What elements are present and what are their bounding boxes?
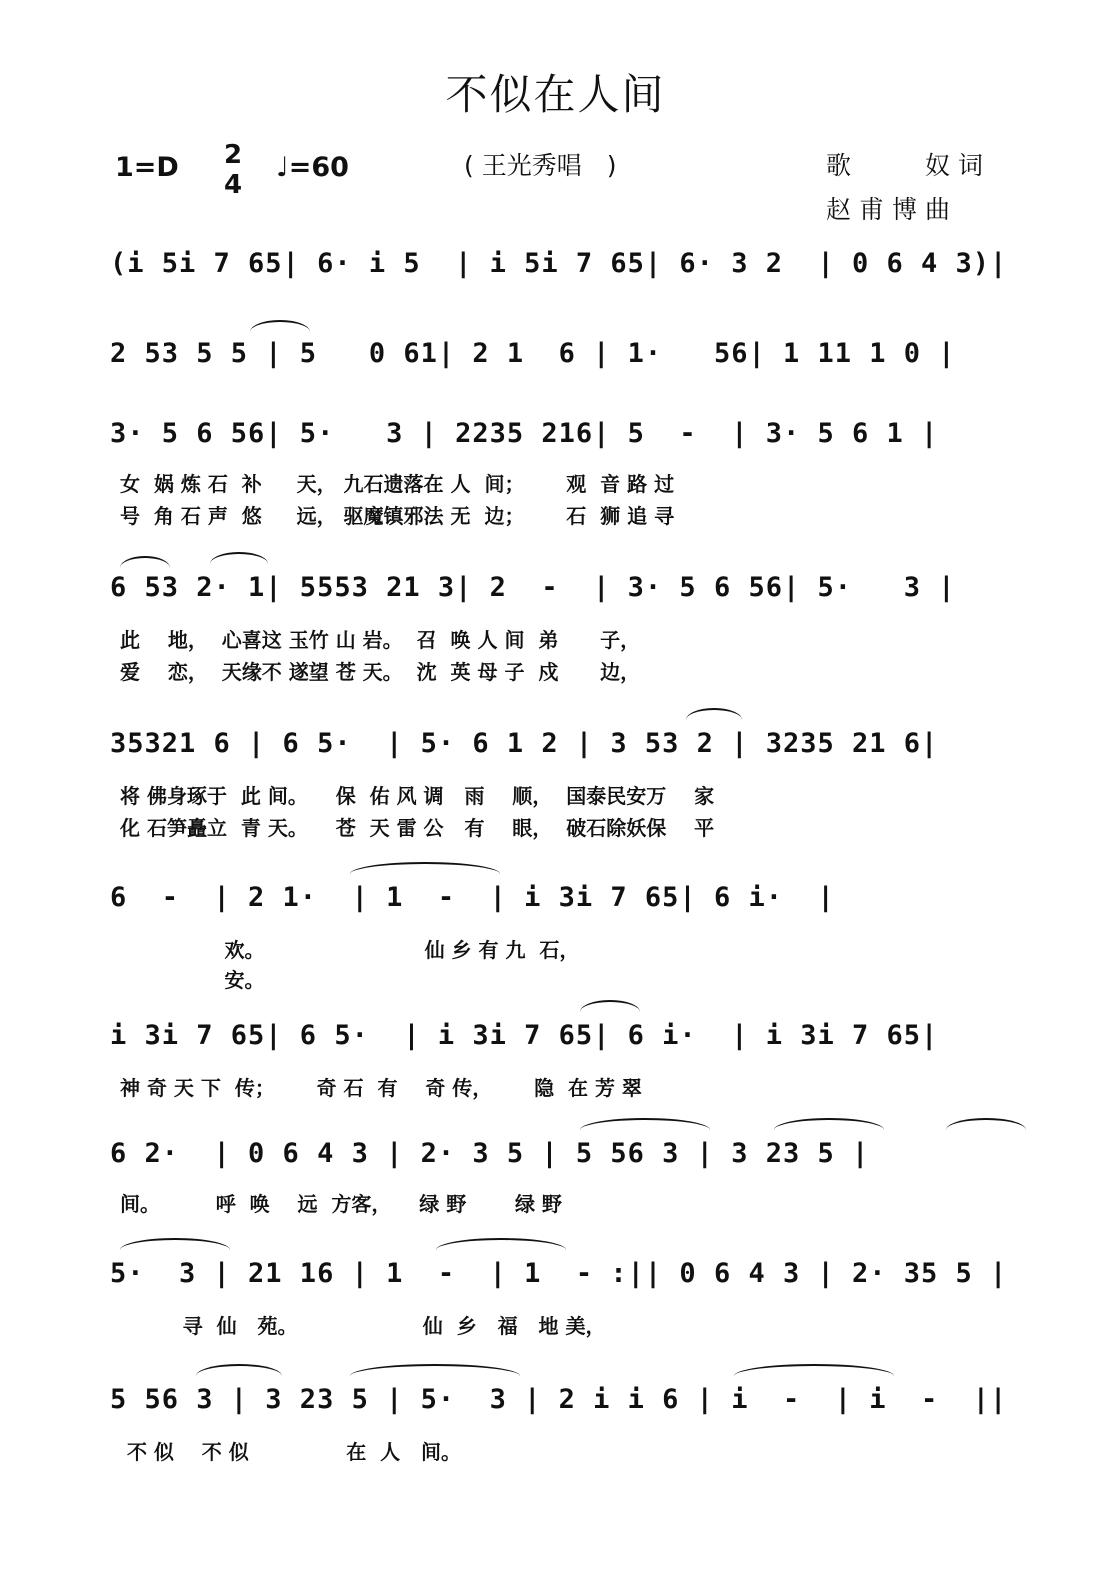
slur [734,1364,894,1376]
song-title: 不似在人间 [445,70,666,119]
lyrics-verse-1: 寻 仙 苑。 仙 乡 福 地 美， [120,1314,606,1338]
slur [350,862,500,874]
lyrics-verse-2: 号 角 石 声 悠 远， 驱魔镇邪法 无 边； 石 狮 追 寻 [120,504,675,528]
slur [436,1238,566,1250]
lyrics-verse-1: 间。 呼 唤 远 方客， 绿 野 绿 野 [120,1192,562,1216]
notation-line: 2 53 5 5 | 5 0 61| 2 1 6 | 1· 56| 1 11 1 0 | [110,338,956,369]
notation-line: 6 - | 2 1· | 1 - | i 3i 7 65| 6 i· | [110,882,835,913]
notation-line: i 3i 7 65| 6 5· | i 3i 7 65| 6 i· | i 3i 7 65| [110,1020,939,1051]
notation-line: 6 2· | 0 6 4 3 | 2· 3 5 | 5 56 3 | 3 23 5 | [110,1138,870,1169]
lyrics-verse-1: 欢。 仙 乡 有 九 石， [120,938,580,962]
tempo-marking: ♩=60 [276,152,349,183]
slur [196,1364,282,1376]
notation-line: 5· 3 | 21 16 | 1 - | 1 - :|| 0 6 4 3 | 2· 35 5 | [110,1258,1008,1289]
lyrics-verse-1: 女 娲 炼 石 补 天， 九石遗落在 人 间； 观 音 路 过 [120,472,675,496]
composer-credit: 赵甫博曲 [826,195,959,224]
time-signature [220,140,246,200]
notation-line: 35321 6 | 6 5· | 5· 6 1 2 | 3 53 2 | 3235 21 6| [110,728,939,759]
slur [774,1118,884,1130]
slur [946,1118,1026,1130]
slur [580,1118,710,1130]
lyricist-credit: 歌 奴词 [826,151,992,180]
notation-line: (i 5i 7 65| 6· i 5 | i 5i 7 65| 6· 3 2 | 0 6 4 3)| [110,248,1008,279]
slur [250,320,310,332]
notation-line: 3· 5 6 56| 5· 3 | 2235 216| 5 - | 3· 5 6 1 | [110,418,939,449]
lyrics-verse-1: 不 似 不 似 在 人 间。 [120,1440,462,1464]
time-numerator: 2 [223,140,243,170]
notation-line: 6 53 2· 1| 5553 21 3| 2 - | 3· 5 6 56| 5· 3 | [110,572,956,603]
slur [350,1364,520,1376]
slur [120,1238,230,1250]
lyrics-verse-2: 化 石笋矗立 青 天。 苍 天 雷 公 有 眼， 破石除妖保 平 [120,816,715,840]
slur [210,552,268,564]
lyrics-verse-1: 此 地， 心喜这 玉竹 山 岩。 召 唤 人 间 弟 子， [120,628,641,652]
notation-line: 5 56 3 | 3 23 5 | 5· 3 | 2 i i 6 | i - | i - || [110,1384,1008,1415]
lyrics-verse-2: 爱 恋， 天缘不 遂望 苍 天。 沈 英 母 子 戍 边， [120,660,641,684]
lyrics-verse-2: 安。 [120,968,265,992]
slur [580,1000,640,1012]
lyrics-verse-1: 神 奇 天 下 传； 奇 石 有 奇 传， 隐 在 芳 翠 [120,1076,642,1100]
singer-credit: ( 王光秀唱 ) [464,151,617,180]
time-denominator: 4 [223,170,243,200]
key-signature: 1=D [115,152,179,183]
slur [686,708,742,720]
lyrics-verse-1: 将 佛身琢于 此 间。 保 佑 风 调 雨 顺， 国泰民安万 家 [120,784,715,808]
slur [120,556,170,568]
